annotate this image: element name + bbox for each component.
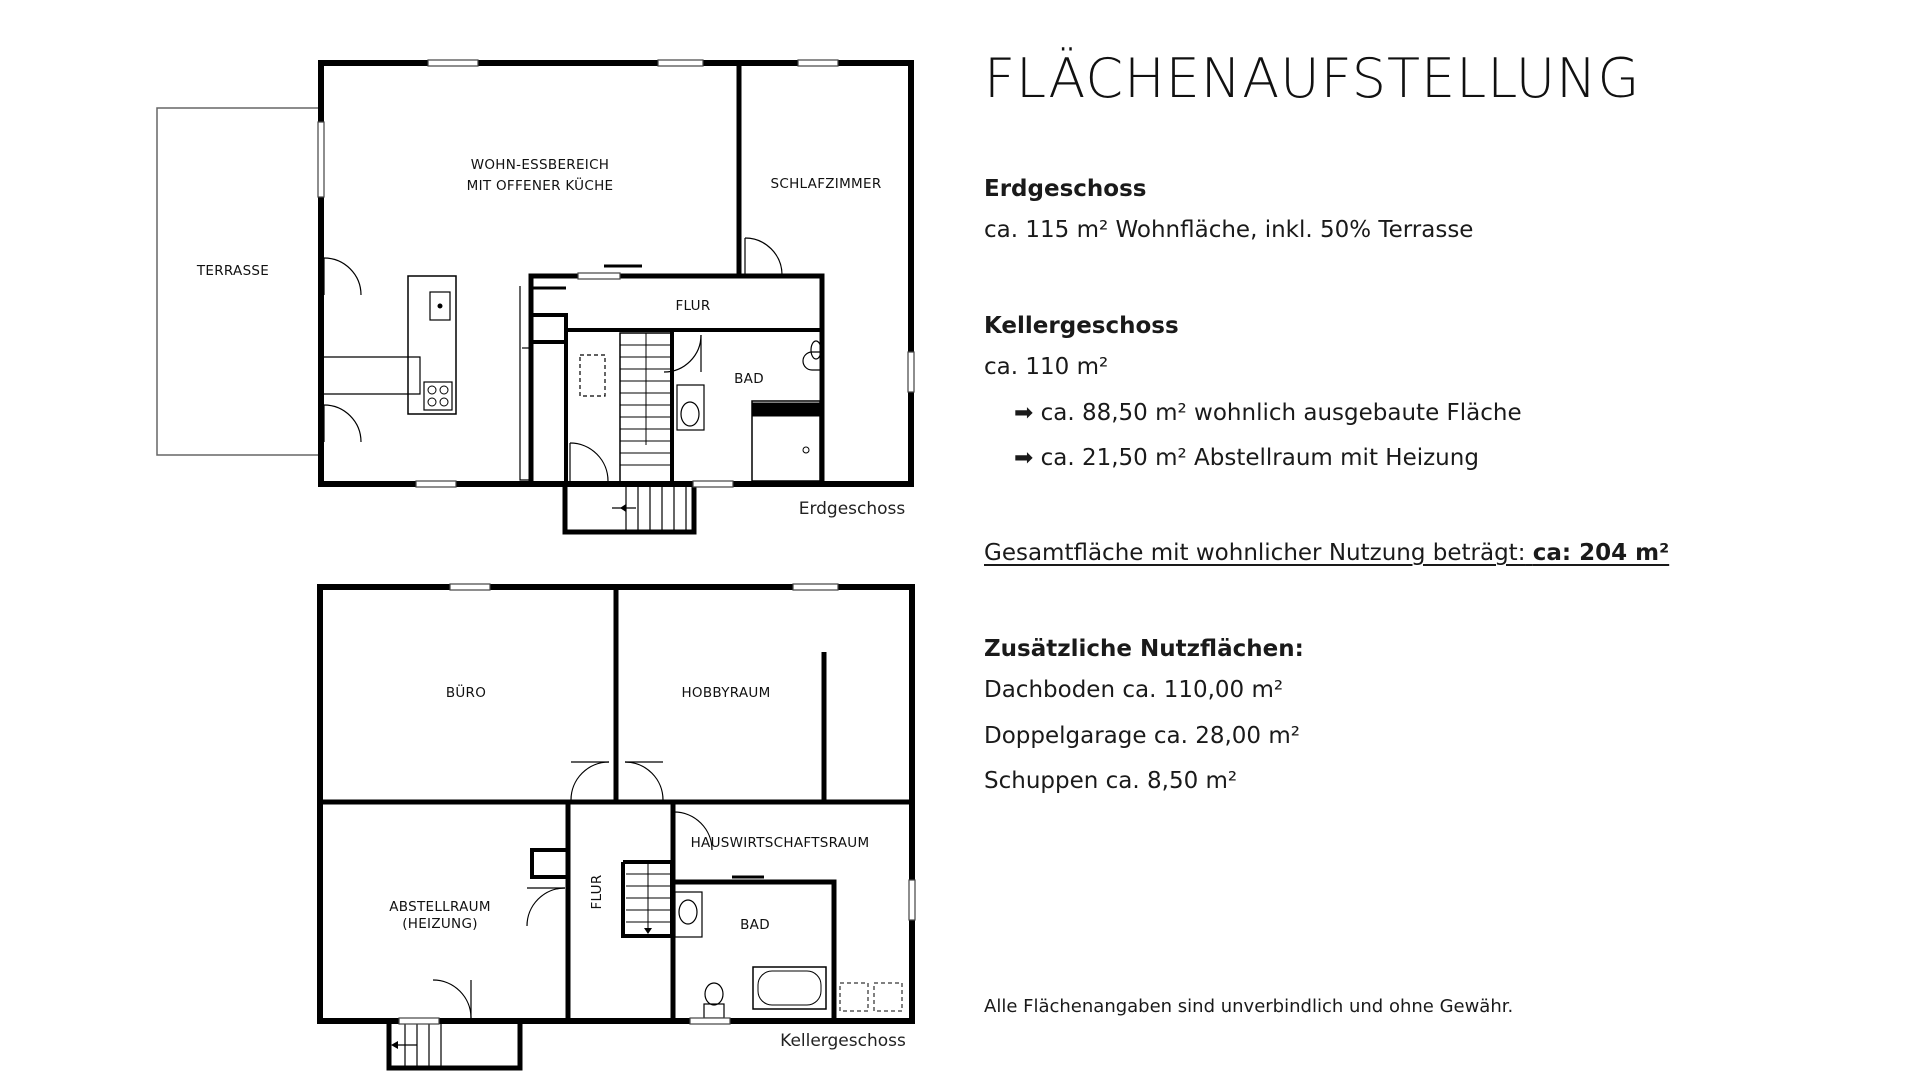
kitchen-island (408, 276, 456, 414)
terrace-area (157, 108, 320, 455)
room-label-abstellraum: ABSTELLRAUM (389, 899, 491, 915)
room-label-bad-eg: BAD (734, 371, 764, 387)
total-area (984, 540, 1669, 566)
kellergeschoss-item: ➡ ca. 88,50 m² wohnlich ausgebaute Fläche (1014, 400, 1522, 426)
erdgeschoss-heading: Erdgeschoss (984, 176, 1147, 202)
kellergeschoss-detail: ca. 110 m² (984, 354, 1109, 380)
total-area-value: ca: 204 m² (1532, 540, 1670, 566)
erdgeschoss-detail: ca. 115 m² Wohnfläche, inkl. 50% Terrasse (984, 217, 1474, 243)
room-label-hauswirtschaftsraum: HAUSWIRTSCHAFTSRAUM (690, 835, 870, 851)
room-label-terrasse: TERRASSE (196, 263, 270, 279)
extra-heading: Zusätzliche Nutzflächen: (984, 636, 1304, 662)
extra-item: Dachboden ca. 110,00 m² (984, 677, 1284, 703)
basement-floor-plan (320, 584, 915, 1068)
room-label-flur-eg: FLUR (675, 298, 711, 314)
extra-item: Doppelgarage ca. 28,00 m² (984, 723, 1300, 749)
caption-erdgeschoss: Erdgeschoss (798, 499, 906, 519)
room-label-bad-kg: BAD (740, 917, 770, 933)
room-label-wohnbereich: WOHN-ESSBEREICH (470, 157, 610, 173)
extra-item: Schuppen ca. 8,50 m² (984, 768, 1238, 794)
kellergeschoss-heading: Kellergeschoss (984, 313, 1179, 339)
room-label-flur-kg: FLUR (589, 874, 605, 910)
ground-floor-plan (157, 60, 914, 532)
caption-kellergeschoss: Kellergeschoss (780, 1031, 906, 1051)
disclaimer: Alle Flächenangaben sind unverbindlich und ohne Gewähr. (984, 996, 1514, 1017)
room-label-hobbyraum: HOBBYRAUM (681, 685, 771, 701)
room-label-schlafzimmer: SCHLAFZIMMER (770, 176, 882, 192)
kellergeschoss-item: ➡ ca. 21,50 m² Abstellraum mit Heizung (1014, 445, 1479, 471)
total-area-label: Gesamtfläche mit wohnlicher Nutzung beträgt: (984, 540, 1526, 566)
room-label-buero: BÜRO (445, 685, 487, 701)
page-title: FLÄCHENAUFSTELLUNG (984, 47, 1641, 110)
room-label-heizung: (HEIZUNG) (402, 916, 478, 932)
room-label-kueche: MIT OFFENER KÜCHE (466, 178, 614, 194)
